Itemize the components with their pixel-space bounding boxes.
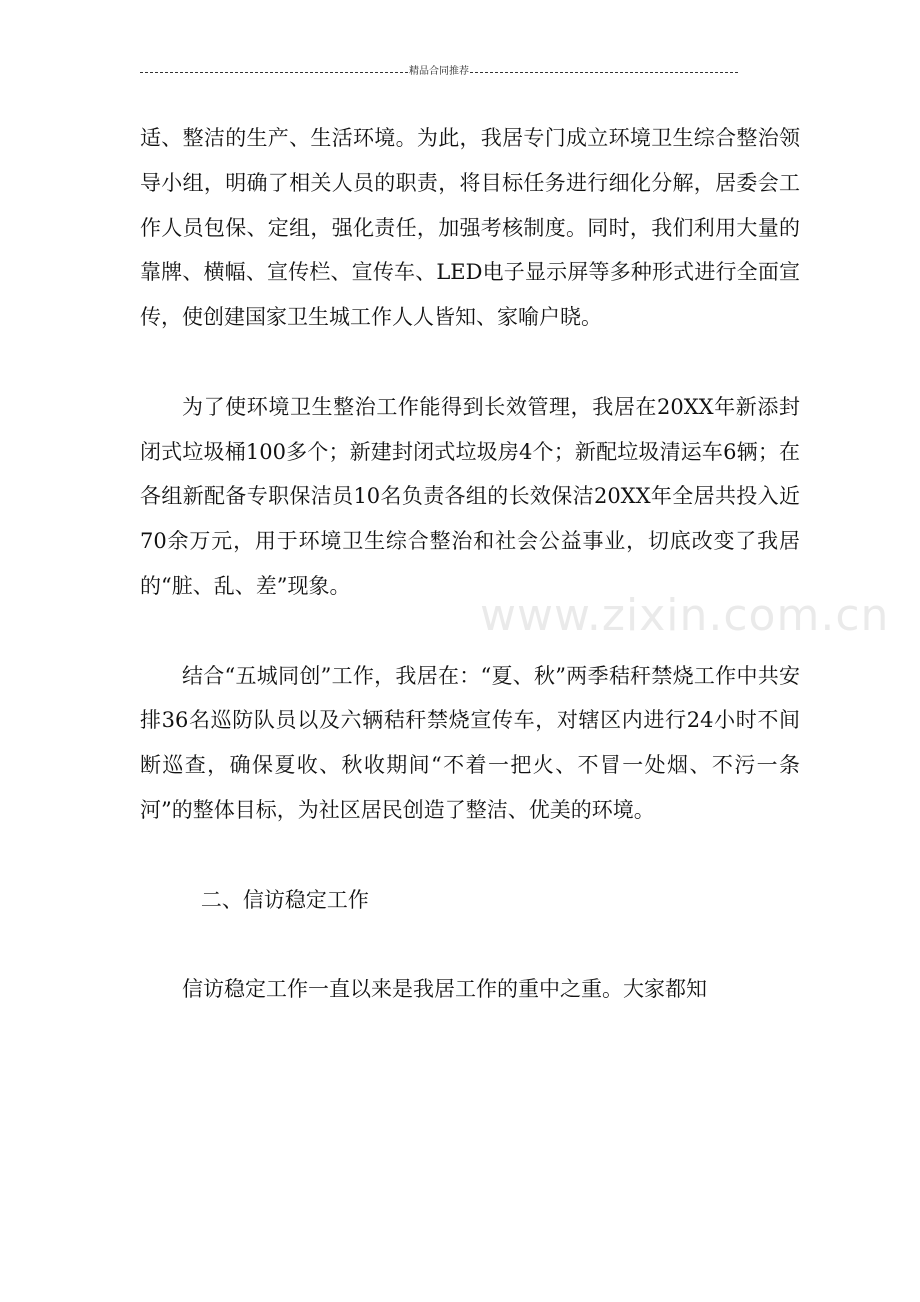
section-heading-petition: 二、信访稳定工作 [200, 887, 369, 912]
paragraph-gap [140, 833, 800, 878]
watermark-text: www.zixin.com.cn [480, 590, 890, 641]
header-dash-right [470, 72, 738, 73]
paragraph-gap [140, 609, 800, 654]
paragraph-sanitation-management: 为了使环境卫生整治工作能得到长效管理，我居在20XX年新添封闭式垃圾桶100多个；新建封闭式垃圾房4个；新配垃圾清运车6辆；在各组新配备专职保洁员10名负责各组的长效保洁20XX年全居共投入近70余万元，用于环境卫生综合整治和社会公益事业，切底改变了我居的“脏、乱、差”现象。 [140, 394, 800, 598]
paragraph-petition-intro: 信访稳定工作一直以来是我居工作的重中之重。大家都知 [182, 977, 707, 1002]
page-header [140, 66, 738, 78]
paragraph-gap [140, 922, 800, 967]
paragraph-straw-burning: 结合“五城同创”工作，我居在：“夏、秋”两季秸秆禁烧工作中共安排36名巡防队员以及六辆秸秆禁烧宣传车，对辖区内进行24小时不间断巡查，确保夏收、秋收期间“不着一把火、不冒一处烟、不污一条河”的整体目标，为社区居民创造了整洁、优美的环境。 [140, 663, 800, 822]
paragraph-environment-continued: 适、整洁的生产、生活环境。为此，我居专门成立环境卫生综合整治领导小组，明确了相关人员的职责，将目标任务进行细化分解，居委会工作人员包保、定组，强化责任，加强考核制度。同时，我们利用大量的靠牌、横幅、宣传栏、宣传车、LED电子显示屏等多种形式进行全面宣传，使创建国家卫生城工作人人皆知、家喻户晓。 [140, 126, 800, 330]
header-label: 精品合同推荐 [409, 66, 469, 77]
document-body [140, 116, 800, 1012]
paragraph-gap [140, 340, 800, 385]
header-dash-left [140, 72, 408, 73]
